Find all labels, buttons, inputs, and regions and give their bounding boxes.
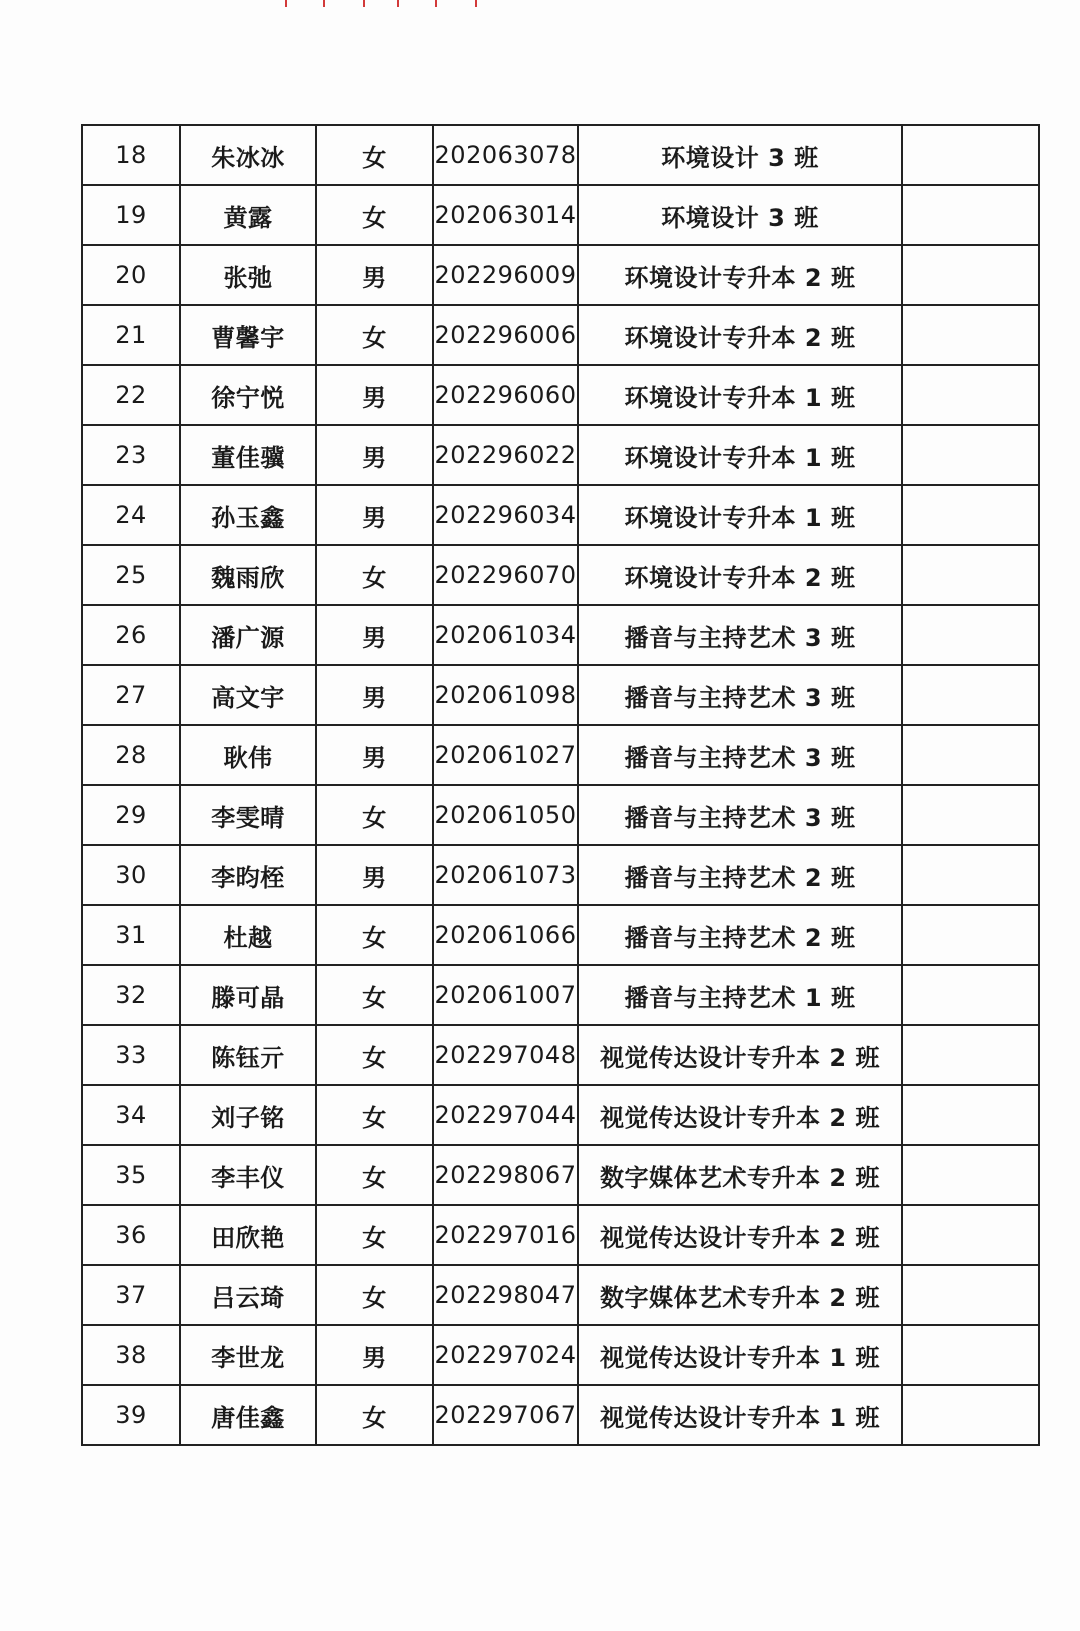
- note-cell: [902, 665, 1039, 725]
- gender-cell: 女: [316, 125, 433, 185]
- student-id-cell: 202061007: [433, 965, 578, 1025]
- student-id-cell: 202297048: [433, 1025, 578, 1085]
- row-number-cell: 25: [82, 545, 180, 605]
- class-cell: 视觉传达设计专升本 1 班: [578, 1325, 902, 1385]
- gender-cell: 男: [316, 665, 433, 725]
- student-name-cell: 黄露: [180, 185, 316, 245]
- note-cell: [902, 365, 1039, 425]
- class-cell: 环境设计专升本 1 班: [578, 485, 902, 545]
- note-cell: [902, 185, 1039, 245]
- class-cell: 播音与主持艺术 2 班: [578, 905, 902, 965]
- student-id-cell: 202297044: [433, 1085, 578, 1145]
- student-id-cell: 202296034: [433, 485, 578, 545]
- class-cell: 视觉传达设计专升本 2 班: [578, 1025, 902, 1085]
- note-cell: [902, 1025, 1039, 1085]
- student-name-cell: 滕可晶: [180, 965, 316, 1025]
- class-cell: 播音与主持艺术 1 班: [578, 965, 902, 1025]
- row-number-cell: 34: [82, 1085, 180, 1145]
- row-number-cell: 36: [82, 1205, 180, 1265]
- student-id-cell: 202061098: [433, 665, 578, 725]
- note-cell: [902, 605, 1039, 665]
- class-cell: 播音与主持艺术 3 班: [578, 605, 902, 665]
- student-name-cell: 朱冰冰: [180, 125, 316, 185]
- student-id-cell: 202297016: [433, 1205, 578, 1265]
- row-number-cell: 22: [82, 365, 180, 425]
- note-cell: [902, 425, 1039, 485]
- student-id-cell: 202061066: [433, 905, 578, 965]
- note-cell: [902, 1325, 1039, 1385]
- row-number-cell: 20: [82, 245, 180, 305]
- gender-cell: 女: [316, 1385, 433, 1445]
- student-name-cell: 潘广源: [180, 605, 316, 665]
- class-cell: 环境设计专升本 2 班: [578, 245, 902, 305]
- table-row: [82, 725, 1039, 785]
- row-number-cell: 30: [82, 845, 180, 905]
- student-name-cell: 董佳骥: [180, 425, 316, 485]
- note-cell: [902, 1085, 1039, 1145]
- note-cell: [902, 245, 1039, 305]
- student-id-cell: 202061050: [433, 785, 578, 845]
- gender-cell: 男: [316, 365, 433, 425]
- gender-cell: 男: [316, 425, 433, 485]
- table-row: [82, 245, 1039, 305]
- roster-body: [82, 125, 1039, 1445]
- table-row: [82, 1385, 1039, 1445]
- student-id-cell: 202063078: [433, 125, 578, 185]
- note-cell: [902, 1145, 1039, 1205]
- student-name-cell: 孙玉鑫: [180, 485, 316, 545]
- row-number-cell: 29: [82, 785, 180, 845]
- table-row: [82, 185, 1039, 245]
- note-cell: [902, 1205, 1039, 1265]
- note-cell: [902, 485, 1039, 545]
- table-row: [82, 605, 1039, 665]
- student-id-cell: 202061034: [433, 605, 578, 665]
- student-id-cell: 202061073: [433, 845, 578, 905]
- student-name-cell: 唐佳鑫: [180, 1385, 316, 1445]
- class-cell: 环境设计 3 班: [578, 185, 902, 245]
- gender-cell: 女: [316, 1025, 433, 1085]
- row-number-cell: 19: [82, 185, 180, 245]
- table-row: [82, 125, 1039, 185]
- student-id-cell: 202297024: [433, 1325, 578, 1385]
- student-name-cell: 高文宇: [180, 665, 316, 725]
- note-cell: [902, 125, 1039, 185]
- class-cell: 播音与主持艺术 3 班: [578, 785, 902, 845]
- student-name-cell: 魏雨欣: [180, 545, 316, 605]
- row-number-cell: 35: [82, 1145, 180, 1205]
- table-row: [82, 1205, 1039, 1265]
- student-id-cell: 202297067: [433, 1385, 578, 1445]
- table-row: [82, 905, 1039, 965]
- class-cell: 环境设计专升本 2 班: [578, 545, 902, 605]
- class-cell: 环境设计 3 班: [578, 125, 902, 185]
- student-name-cell: 杜越: [180, 905, 316, 965]
- row-number-cell: 28: [82, 725, 180, 785]
- class-cell: 视觉传达设计专升本 2 班: [578, 1205, 902, 1265]
- row-number-cell: 27: [82, 665, 180, 725]
- gender-cell: 女: [316, 905, 433, 965]
- student-id-cell: 202296009: [433, 245, 578, 305]
- class-cell: 数字媒体艺术专升本 2 班: [578, 1265, 902, 1325]
- table-row: [82, 485, 1039, 545]
- student-name-cell: 田欣艳: [180, 1205, 316, 1265]
- note-cell: [902, 1265, 1039, 1325]
- class-cell: 环境设计专升本 2 班: [578, 305, 902, 365]
- student-id-cell: 202296070: [433, 545, 578, 605]
- table-row: [82, 785, 1039, 845]
- gender-cell: 女: [316, 545, 433, 605]
- note-cell: [902, 725, 1039, 785]
- table-row: [82, 965, 1039, 1025]
- student-id-cell: 202061027: [433, 725, 578, 785]
- gender-cell: 女: [316, 1145, 433, 1205]
- table-row: [82, 665, 1039, 725]
- row-number-cell: 33: [82, 1025, 180, 1085]
- table-row: [82, 1265, 1039, 1325]
- class-cell: 视觉传达设计专升本 1 班: [578, 1385, 902, 1445]
- class-cell: 播音与主持艺术 2 班: [578, 845, 902, 905]
- row-number-cell: 39: [82, 1385, 180, 1445]
- gender-cell: 男: [316, 605, 433, 665]
- table-row: [82, 1325, 1039, 1385]
- note-cell: [902, 905, 1039, 965]
- table-row: [82, 1025, 1039, 1085]
- student-name-cell: 陈钰亓: [180, 1025, 316, 1085]
- student-name-cell: 李世龙: [180, 1325, 316, 1385]
- note-cell: [902, 305, 1039, 365]
- student-name-cell: 刘子铭: [180, 1085, 316, 1145]
- row-number-cell: 23: [82, 425, 180, 485]
- gender-cell: 女: [316, 1265, 433, 1325]
- class-cell: 播音与主持艺术 3 班: [578, 725, 902, 785]
- row-number-cell: 24: [82, 485, 180, 545]
- note-cell: [902, 785, 1039, 845]
- row-number-cell: 37: [82, 1265, 180, 1325]
- table-row: [82, 365, 1039, 425]
- student-name-cell: 李雯晴: [180, 785, 316, 845]
- table-row: [82, 545, 1039, 605]
- gender-cell: 女: [316, 305, 433, 365]
- class-cell: 视觉传达设计专升本 2 班: [578, 1085, 902, 1145]
- student-id-cell: 202296006: [433, 305, 578, 365]
- gender-cell: 男: [316, 1325, 433, 1385]
- red-edge-marks: [285, 0, 505, 8]
- gender-cell: 女: [316, 1085, 433, 1145]
- gender-cell: 男: [316, 725, 433, 785]
- student-id-cell: 202298047: [433, 1265, 578, 1325]
- note-cell: [902, 845, 1039, 905]
- table-row: [82, 845, 1039, 905]
- class-cell: 环境设计专升本 1 班: [578, 365, 902, 425]
- student-name-cell: 李昀桎: [180, 845, 316, 905]
- row-number-cell: 21: [82, 305, 180, 365]
- student-name-cell: 耿伟: [180, 725, 316, 785]
- note-cell: [902, 965, 1039, 1025]
- row-number-cell: 32: [82, 965, 180, 1025]
- class-cell: 环境设计专升本 1 班: [578, 425, 902, 485]
- student-name-cell: 李丰仪: [180, 1145, 316, 1205]
- gender-cell: 男: [316, 845, 433, 905]
- table-row: [82, 425, 1039, 485]
- class-cell: 播音与主持艺术 3 班: [578, 665, 902, 725]
- note-cell: [902, 545, 1039, 605]
- student-name-cell: 张弛: [180, 245, 316, 305]
- table-row: [82, 305, 1039, 365]
- gender-cell: 女: [316, 785, 433, 845]
- gender-cell: 男: [316, 485, 433, 545]
- student-id-cell: 202296060: [433, 365, 578, 425]
- row-number-cell: 31: [82, 905, 180, 965]
- student-name-cell: 吕云琦: [180, 1265, 316, 1325]
- class-cell: 数字媒体艺术专升本 2 班: [578, 1145, 902, 1205]
- student-name-cell: 曹馨宇: [180, 305, 316, 365]
- student-name-cell: 徐宁悦: [180, 365, 316, 425]
- gender-cell: 男: [316, 245, 433, 305]
- student-id-cell: 202298067: [433, 1145, 578, 1205]
- row-number-cell: 26: [82, 605, 180, 665]
- table-row: [82, 1085, 1039, 1145]
- table-row: [82, 1145, 1039, 1205]
- row-number-cell: 38: [82, 1325, 180, 1385]
- student-id-cell: 202296022: [433, 425, 578, 485]
- gender-cell: 女: [316, 1205, 433, 1265]
- gender-cell: 女: [316, 185, 433, 245]
- row-number-cell: 18: [82, 125, 180, 185]
- student-roster-table: [81, 124, 1040, 1446]
- student-id-cell: 202063014: [433, 185, 578, 245]
- note-cell: [902, 1385, 1039, 1445]
- gender-cell: 女: [316, 965, 433, 1025]
